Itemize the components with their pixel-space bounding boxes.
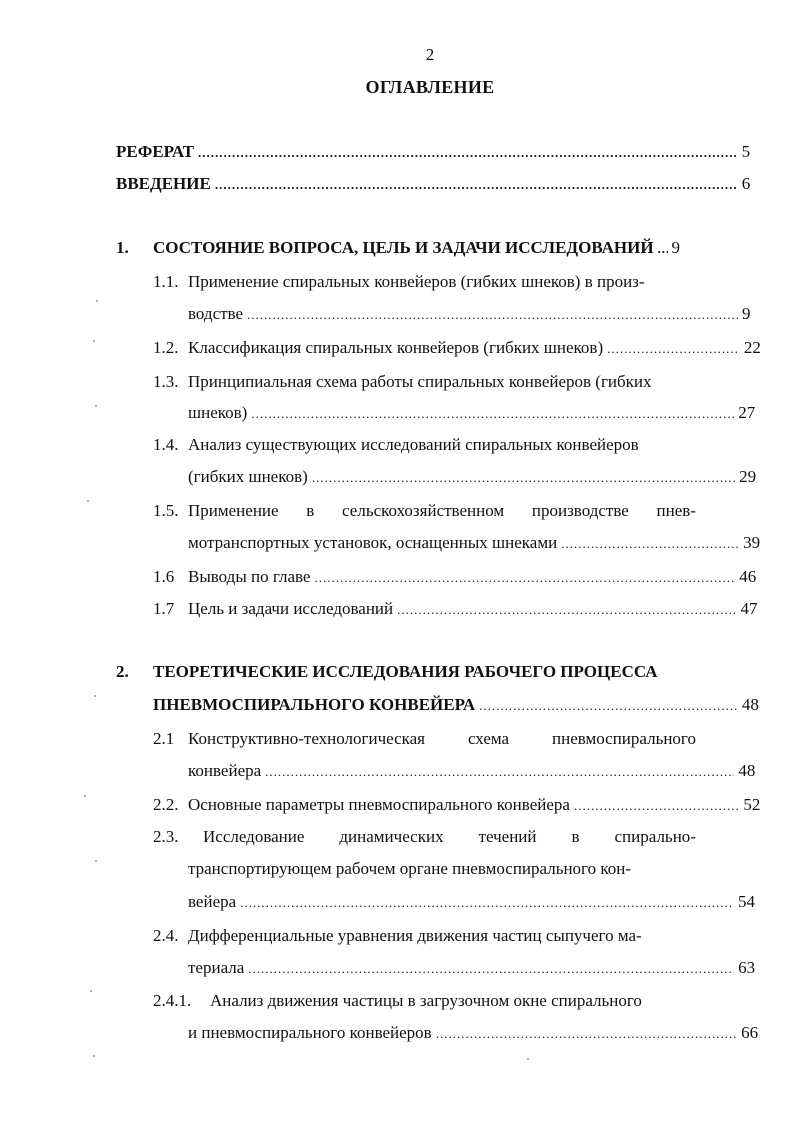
- section-number: 1.6: [153, 567, 175, 586]
- word: течений: [478, 827, 537, 846]
- toc-entry[interactable]: [188, 467, 757, 489]
- word: динамических: [339, 827, 444, 846]
- leader-dots: [479, 698, 738, 714]
- section-title-line: Выводы по главе: [188, 567, 311, 586]
- section-title-line: Цель и задачи исследований: [188, 599, 394, 618]
- section-number: 1.5.: [153, 501, 179, 520]
- leader-dots: [198, 145, 738, 161]
- word: пневмоспирального: [552, 729, 696, 748]
- word: схема: [467, 729, 510, 748]
- section-title-line[interactable]: Принципиальная схема работы спиральных конвейеров (гибких: [188, 372, 652, 391]
- word: производстве: [531, 501, 629, 520]
- chapter-title: ПНЕВМОСПИРАЛЬНОГО КОНВЕЙЕРА: [153, 695, 476, 714]
- leader-dots: [251, 406, 734, 422]
- toc-chapter-2[interactable]: [153, 695, 759, 717]
- toc-entry[interactable]: [188, 403, 756, 425]
- section-title-line[interactable]: Анализ движения частицы в загрузочном окне спирального: [210, 991, 642, 1010]
- toc-page-number: 29: [739, 467, 757, 486]
- toc-entry[interactable]: [188, 958, 756, 980]
- toc-entry-abstract[interactable]: [116, 142, 751, 164]
- leader-dots: [247, 307, 738, 323]
- section-title-line[interactable]: [203, 827, 696, 847]
- scan-speck: [94, 695, 96, 697]
- leader-dots: [248, 961, 734, 977]
- toc-page-number: 22: [743, 338, 761, 357]
- toc-entry[interactable]: [188, 795, 761, 817]
- section-title-line: мотранспортных установок, оснащенных шнеками: [188, 533, 558, 552]
- section-title-line: териала: [188, 958, 245, 977]
- toc-entry[interactable]: [188, 1023, 759, 1045]
- section-title-line[interactable]: [188, 729, 696, 749]
- section-title-line: и пневмоспирального конвейеров: [188, 1023, 432, 1042]
- scan-speck: [90, 990, 92, 992]
- section-number: 1.2.: [153, 338, 179, 357]
- toc-page-number: 47: [740, 599, 758, 618]
- section-title-line: водстве: [188, 304, 244, 323]
- leader-dots: [265, 764, 734, 780]
- section-title-line[interactable]: Применение спиральных конвейеров (гибких шнеков) в произ-: [188, 272, 645, 291]
- section-title-line: шнеков): [188, 403, 248, 422]
- toc-entry[interactable]: [188, 338, 761, 360]
- word: Применение: [188, 501, 279, 520]
- toc-entry[interactable]: [188, 567, 757, 589]
- chapter-number: 1.: [116, 238, 129, 257]
- scan-speck: [93, 1055, 95, 1057]
- section-number: 2.4.1.: [153, 991, 192, 1010]
- toc-page-number: 6: [741, 174, 751, 193]
- toc-page-number: 46: [739, 567, 757, 586]
- section-number: 1.1.: [153, 272, 179, 291]
- section-title-line[interactable]: транспортирующем рабочем органе пневмоспирального кон-: [188, 859, 631, 878]
- toc-entry-label: ВВЕДЕНИЕ: [116, 174, 211, 193]
- toc-page-number: 52: [743, 795, 761, 814]
- section-title-line: (гибких шнеков): [188, 467, 308, 486]
- toc-page-number: 66: [741, 1023, 759, 1042]
- toc-entry-introduction[interactable]: [116, 174, 751, 196]
- toc-page-number: 48: [738, 761, 756, 780]
- leader-dots: [607, 341, 740, 357]
- section-title-line[interactable]: Анализ существующих исследований спиральных конвейеров: [188, 435, 639, 454]
- word: Исследование: [203, 827, 305, 846]
- toc-entry[interactable]: [188, 599, 758, 621]
- leader-dots: [436, 1026, 737, 1042]
- section-title-line: конвейера: [188, 761, 262, 780]
- toc-entry-label: РЕФЕРАТ: [116, 142, 194, 161]
- toc-chapter-1[interactable]: [153, 238, 746, 260]
- chapter-title[interactable]: ТЕОРЕТИЧЕСКИЕ ИССЛЕДОВАНИЯ РАБОЧЕГО ПРОЦЕССА: [153, 662, 658, 681]
- toc-entry[interactable]: [188, 892, 755, 914]
- section-title-line[interactable]: [188, 501, 696, 521]
- word: в: [571, 827, 580, 846]
- chapter-title: СОСТОЯНИЕ ВОПРОСА, ЦЕЛЬ И ЗАДАЧИ ИССЛЕДОВАНИЙ: [153, 238, 654, 257]
- section-title-line[interactable]: Дифференциальные уравнения движения частиц сыпучего ма-: [188, 926, 642, 945]
- toc-page-number: 5: [741, 142, 751, 161]
- toc-page-number: 48: [741, 695, 759, 714]
- toc-entry[interactable]: [188, 304, 751, 326]
- section-number: 1.4.: [153, 435, 179, 454]
- toc-page-number: 9: [671, 238, 681, 257]
- scan-speck: [84, 795, 86, 797]
- page-number: 2: [425, 45, 435, 64]
- leader-dots: [240, 895, 734, 911]
- leader-dots: [397, 602, 736, 618]
- word: в: [306, 501, 315, 520]
- page-title: ОГЛАВЛЕНИЕ: [365, 77, 495, 97]
- word: сельскохозяйственном: [342, 501, 505, 520]
- word: спирально-: [614, 827, 696, 846]
- scan-speck: [95, 860, 97, 862]
- word: пнев-: [656, 501, 696, 520]
- section-number: 2.1: [153, 729, 175, 748]
- scan-speck: [87, 500, 89, 502]
- section-number: 1.3.: [153, 372, 179, 391]
- toc-page-number: 54: [738, 892, 755, 911]
- toc-page-number: 9: [742, 304, 751, 323]
- section-number: 2.2.: [153, 795, 179, 814]
- toc-page-number: 63: [738, 958, 756, 977]
- section-title-line: Основные параметры пневмоспирального конвейера: [188, 795, 570, 814]
- toc-page-number: 39: [743, 533, 761, 552]
- section-title-line: вейера: [188, 892, 237, 911]
- leader-dots: [314, 570, 735, 586]
- section-number: 1.7: [153, 599, 175, 618]
- word: Конструктивно-технологическая: [188, 729, 426, 748]
- toc-entry[interactable]: [188, 761, 756, 783]
- scan-speck: [96, 300, 98, 302]
- section-number: 2.3.: [153, 827, 179, 846]
- scan-speck: [527, 1058, 529, 1060]
- leader-dots: [574, 798, 739, 814]
- toc-page-number: 27: [738, 403, 756, 422]
- scan-speck: [95, 405, 97, 407]
- chapter-number: 2.: [116, 662, 129, 681]
- leader-dots: [215, 177, 738, 193]
- leader-dots: [561, 536, 739, 552]
- scan-speck: [93, 340, 95, 342]
- toc-entry[interactable]: [188, 533, 761, 555]
- section-title-line: Классификация спиральных конвейеров (гибких шнеков): [188, 338, 604, 357]
- leader-dots: [312, 470, 735, 486]
- leader-dots: [658, 241, 668, 257]
- section-number: 2.4.: [153, 926, 179, 945]
